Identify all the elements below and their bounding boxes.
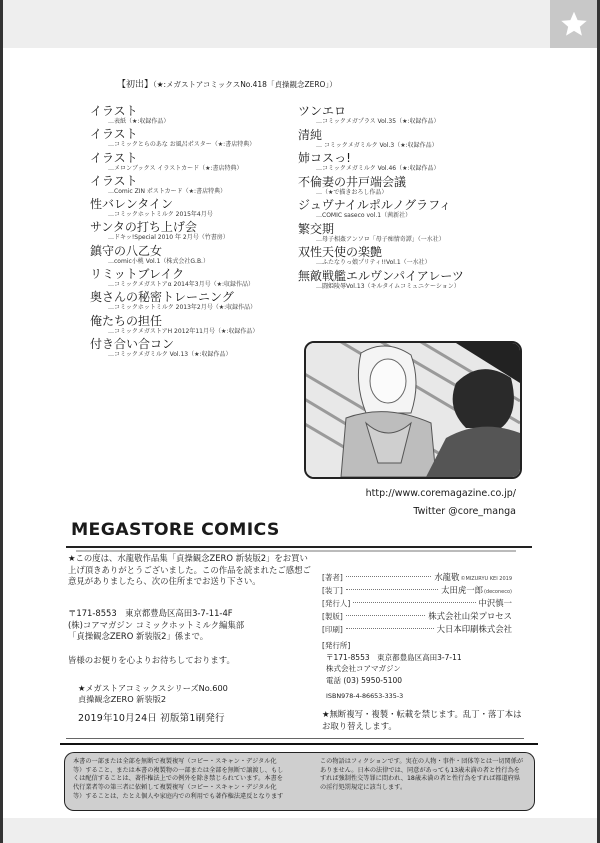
work-title: ツンエロ <box>298 104 347 118</box>
work-item <box>298 245 464 269</box>
credit-name: 中沢慎一 <box>478 598 512 608</box>
series-info <box>78 683 228 705</box>
work-item <box>90 174 258 197</box>
work-item <box>90 244 258 267</box>
publisher-company: 株式会社コアマガジン <box>326 664 401 673</box>
work-title: 性バレンタイン <box>90 197 173 212</box>
work-source: …コミックメガプラス Vol.35（★:収録作品） <box>316 118 440 125</box>
works-list-right <box>298 104 464 292</box>
work-title: ジュヴナイルポルノグラフィ <box>298 198 452 212</box>
source-note: （★:メガストアコミックスNo.418「貞操観念ZERO」） <box>153 80 337 89</box>
series-number: ★メガストアコミックスシリーズNo.600 <box>78 683 228 693</box>
work-item <box>90 290 258 313</box>
work-title: 奥さんの秘密トレーニング <box>90 290 234 305</box>
credit-note: ©MIZURYU KEI 2019 <box>460 576 512 582</box>
work-title: 双性天使の楽艶 <box>298 245 383 259</box>
reader-message: ★この度は、水龍敬作品集「貞操観念ZERO 新装版2」をお買い上げ頂きありがとうございました。この作品を読まれたご感想ご意見がありましたら、次の住所までお送り下さい。 <box>68 553 311 586</box>
work-item <box>90 151 258 174</box>
source-header <box>117 77 337 90</box>
credit-role: [製版] <box>322 612 343 621</box>
header-band <box>3 0 597 48</box>
work-source: …母子相姦アンソロ「母子痴情奇譚」（一水社） <box>316 235 445 243</box>
work-source: …コミックメガミルク Vol.46（★:収録作品） <box>316 165 440 172</box>
work-item <box>90 104 258 127</box>
address-line: 「貞操観念ZERO 新装版2」係まで。 <box>68 631 209 641</box>
bookmark-tab[interactable] <box>550 0 597 48</box>
address-line: (株)コアマガジン コミックホットミルク編集部 <box>68 619 245 630</box>
work-title: サンタの打ち上げ会 <box>90 220 197 235</box>
work-source: …コミックメガストアH 2012年11月号（★:収録作品） <box>108 327 259 335</box>
footer-band <box>3 818 597 843</box>
divider <box>76 550 516 552</box>
leader-dots <box>346 628 434 629</box>
work-source: …闘姫陵辱Vol.13（キルタイムコミュニケーション） <box>316 282 460 290</box>
isbn: ISBN978-4-86653-335-3 <box>326 692 404 700</box>
page-frame-left <box>0 0 3 843</box>
publisher-address: 〒171-8553 東京都豊島区高田3-7-11 <box>326 652 462 662</box>
publisher-phone: 電話 (03) 5950-5100 <box>326 675 403 685</box>
credit-row <box>322 584 512 597</box>
thanks-text: 皆様のお便りを心よりお待ちしております。 <box>68 655 235 665</box>
leader-dots <box>346 589 438 590</box>
work-source: …コミックメガストアα 2014年3月号（★:収録作品） <box>108 281 254 289</box>
publisher-label: [発行所] <box>322 641 351 650</box>
work-item <box>90 127 258 150</box>
work-source: …コミックホットミルク 2013年2月号（★:収録作品） <box>108 304 257 312</box>
credit-name: 水龍敬 <box>434 572 460 582</box>
work-item <box>298 104 464 128</box>
work-title: 付き合い合コン <box>90 336 175 351</box>
work-title: 鎮守の八乙女 <box>90 243 163 258</box>
twitter-handle[interactable]: Twitter @core_manga <box>413 506 516 517</box>
work-title: イラスト <box>90 150 138 165</box>
credit-name: 太田虎一郎 <box>441 585 483 595</box>
credit-role: [発行人] <box>322 599 351 608</box>
divider <box>60 743 538 745</box>
work-title: 姉コスっ! <box>298 151 351 165</box>
work-source: …ふたなりっ娘プリティ!!Vol.1（一水社） <box>316 259 431 266</box>
address-line: 〒171-8553 東京都豊島区高田3-7-11-4F <box>68 608 233 618</box>
credit-row <box>322 623 512 636</box>
credit-role: [著者] <box>322 573 343 582</box>
work-item <box>90 314 258 337</box>
credit-row <box>322 571 512 584</box>
work-item <box>90 220 258 243</box>
work-item <box>298 151 464 175</box>
leader-dots <box>346 615 425 616</box>
work-source: …ドキッ!Special 2010 年 2月号（竹書房） <box>108 234 229 242</box>
work-source: …comic小桃 Vol.1（株式会社G.B.） <box>108 257 209 265</box>
work-item <box>90 197 258 220</box>
divider <box>66 546 532 548</box>
manga-illustration <box>304 341 522 479</box>
work-source: …コミックメガミルク Vol.13（★:収録作品） <box>108 350 232 358</box>
publication-date: 2019年10月24日 初版第1刷発行 <box>78 713 225 724</box>
leader-dots <box>353 602 475 603</box>
fiction-disclaimer: この物語はフィクションです。実在の人物・事件・団体等とは一切関係がありません。日本の法律では、同意があっても13歳未満の者と性行為をすれば強制性交等罪に問われ、18歳未満の者と性行為をすれば都道府県の淫行処罰規定に該当します。 <box>292 752 535 811</box>
website-link[interactable]: http://www.coremagazine.co.jp/ <box>365 488 516 499</box>
rights-notice: ★無断複写・複製・転載を禁じます。乱丁・落丁本はお取り替えします。 <box>322 709 522 731</box>
work-source: …コミックとらのあな お風呂ポスター（★:書店特典） <box>108 141 256 149</box>
work-source: … コミックメガミルク Vol.3（★:収録作品） <box>316 141 438 149</box>
work-item <box>298 128 464 152</box>
credit-note: (deconeco) <box>483 589 512 595</box>
publisher-info <box>322 640 462 686</box>
work-title: 俺たちの担任 <box>90 313 163 328</box>
work-title: 不倫妻の井戸端会議 <box>298 174 407 189</box>
mailing-address <box>68 608 313 643</box>
work-title: 清純 <box>298 127 323 142</box>
work-item <box>298 175 464 199</box>
credit-name: 大日本印刷株式会社 <box>436 624 512 634</box>
brand-logo: MEGASTORE COMICS <box>71 520 280 539</box>
credits-list <box>322 571 512 636</box>
work-source: …コミックホットミルク 2015年4月号 <box>108 211 213 219</box>
copyright-notice: 本書の一部または全部を無断で複製複写（コピー・スキャン・デジタル化等）すること、または本書の複製物の一部または全部を無断で譲渡し、もしくは配信することは、著作権法上での例外を除き禁じられています。本書を代行業者等の第三者に依頼して複製複写（コピー・スキャン・デジタル化等）することは、たとえ個人や家庭内での利用でも著作権法違反となります <box>64 752 292 811</box>
credit-role: [印刷] <box>322 625 343 634</box>
work-title: イラスト <box>90 104 138 118</box>
credit-role: [装丁] <box>322 586 343 595</box>
credit-name: 株式会社山栄プロセス <box>428 611 512 621</box>
credit-row <box>322 610 512 623</box>
work-title: リミットブレイク <box>90 267 185 282</box>
work-title: イラスト <box>90 127 138 142</box>
work-source: …Comic ZIN ポストカード（★:書店特典） <box>108 187 227 195</box>
illustration-art <box>306 343 520 477</box>
work-title: 繁交期 <box>298 221 335 236</box>
work-title: イラスト <box>90 173 138 188</box>
works-list-left <box>90 104 258 360</box>
work-item <box>298 198 464 222</box>
star-icon <box>560 10 588 38</box>
work-item <box>298 269 464 293</box>
work-source: …表紙（★:収録作品） <box>108 118 170 125</box>
divider <box>66 738 524 739</box>
work-title: 無敵戦艦エルヴンパイアレーツ <box>298 268 464 283</box>
source-label: 【初出】 <box>117 80 154 90</box>
work-item <box>298 222 464 246</box>
book-title: 貞操観念ZERO 新装版2 <box>78 694 167 704</box>
work-source: …メロンブックス イラストカード（★:書店特典） <box>108 164 243 172</box>
work-item <box>90 267 258 290</box>
work-source: …（★で描きおろし作品） <box>316 188 388 196</box>
work-item <box>90 337 258 360</box>
work-source: …COMIC saseco vol.1（茜新社） <box>316 212 412 219</box>
leader-dots <box>346 576 431 577</box>
credit-row <box>322 597 512 610</box>
